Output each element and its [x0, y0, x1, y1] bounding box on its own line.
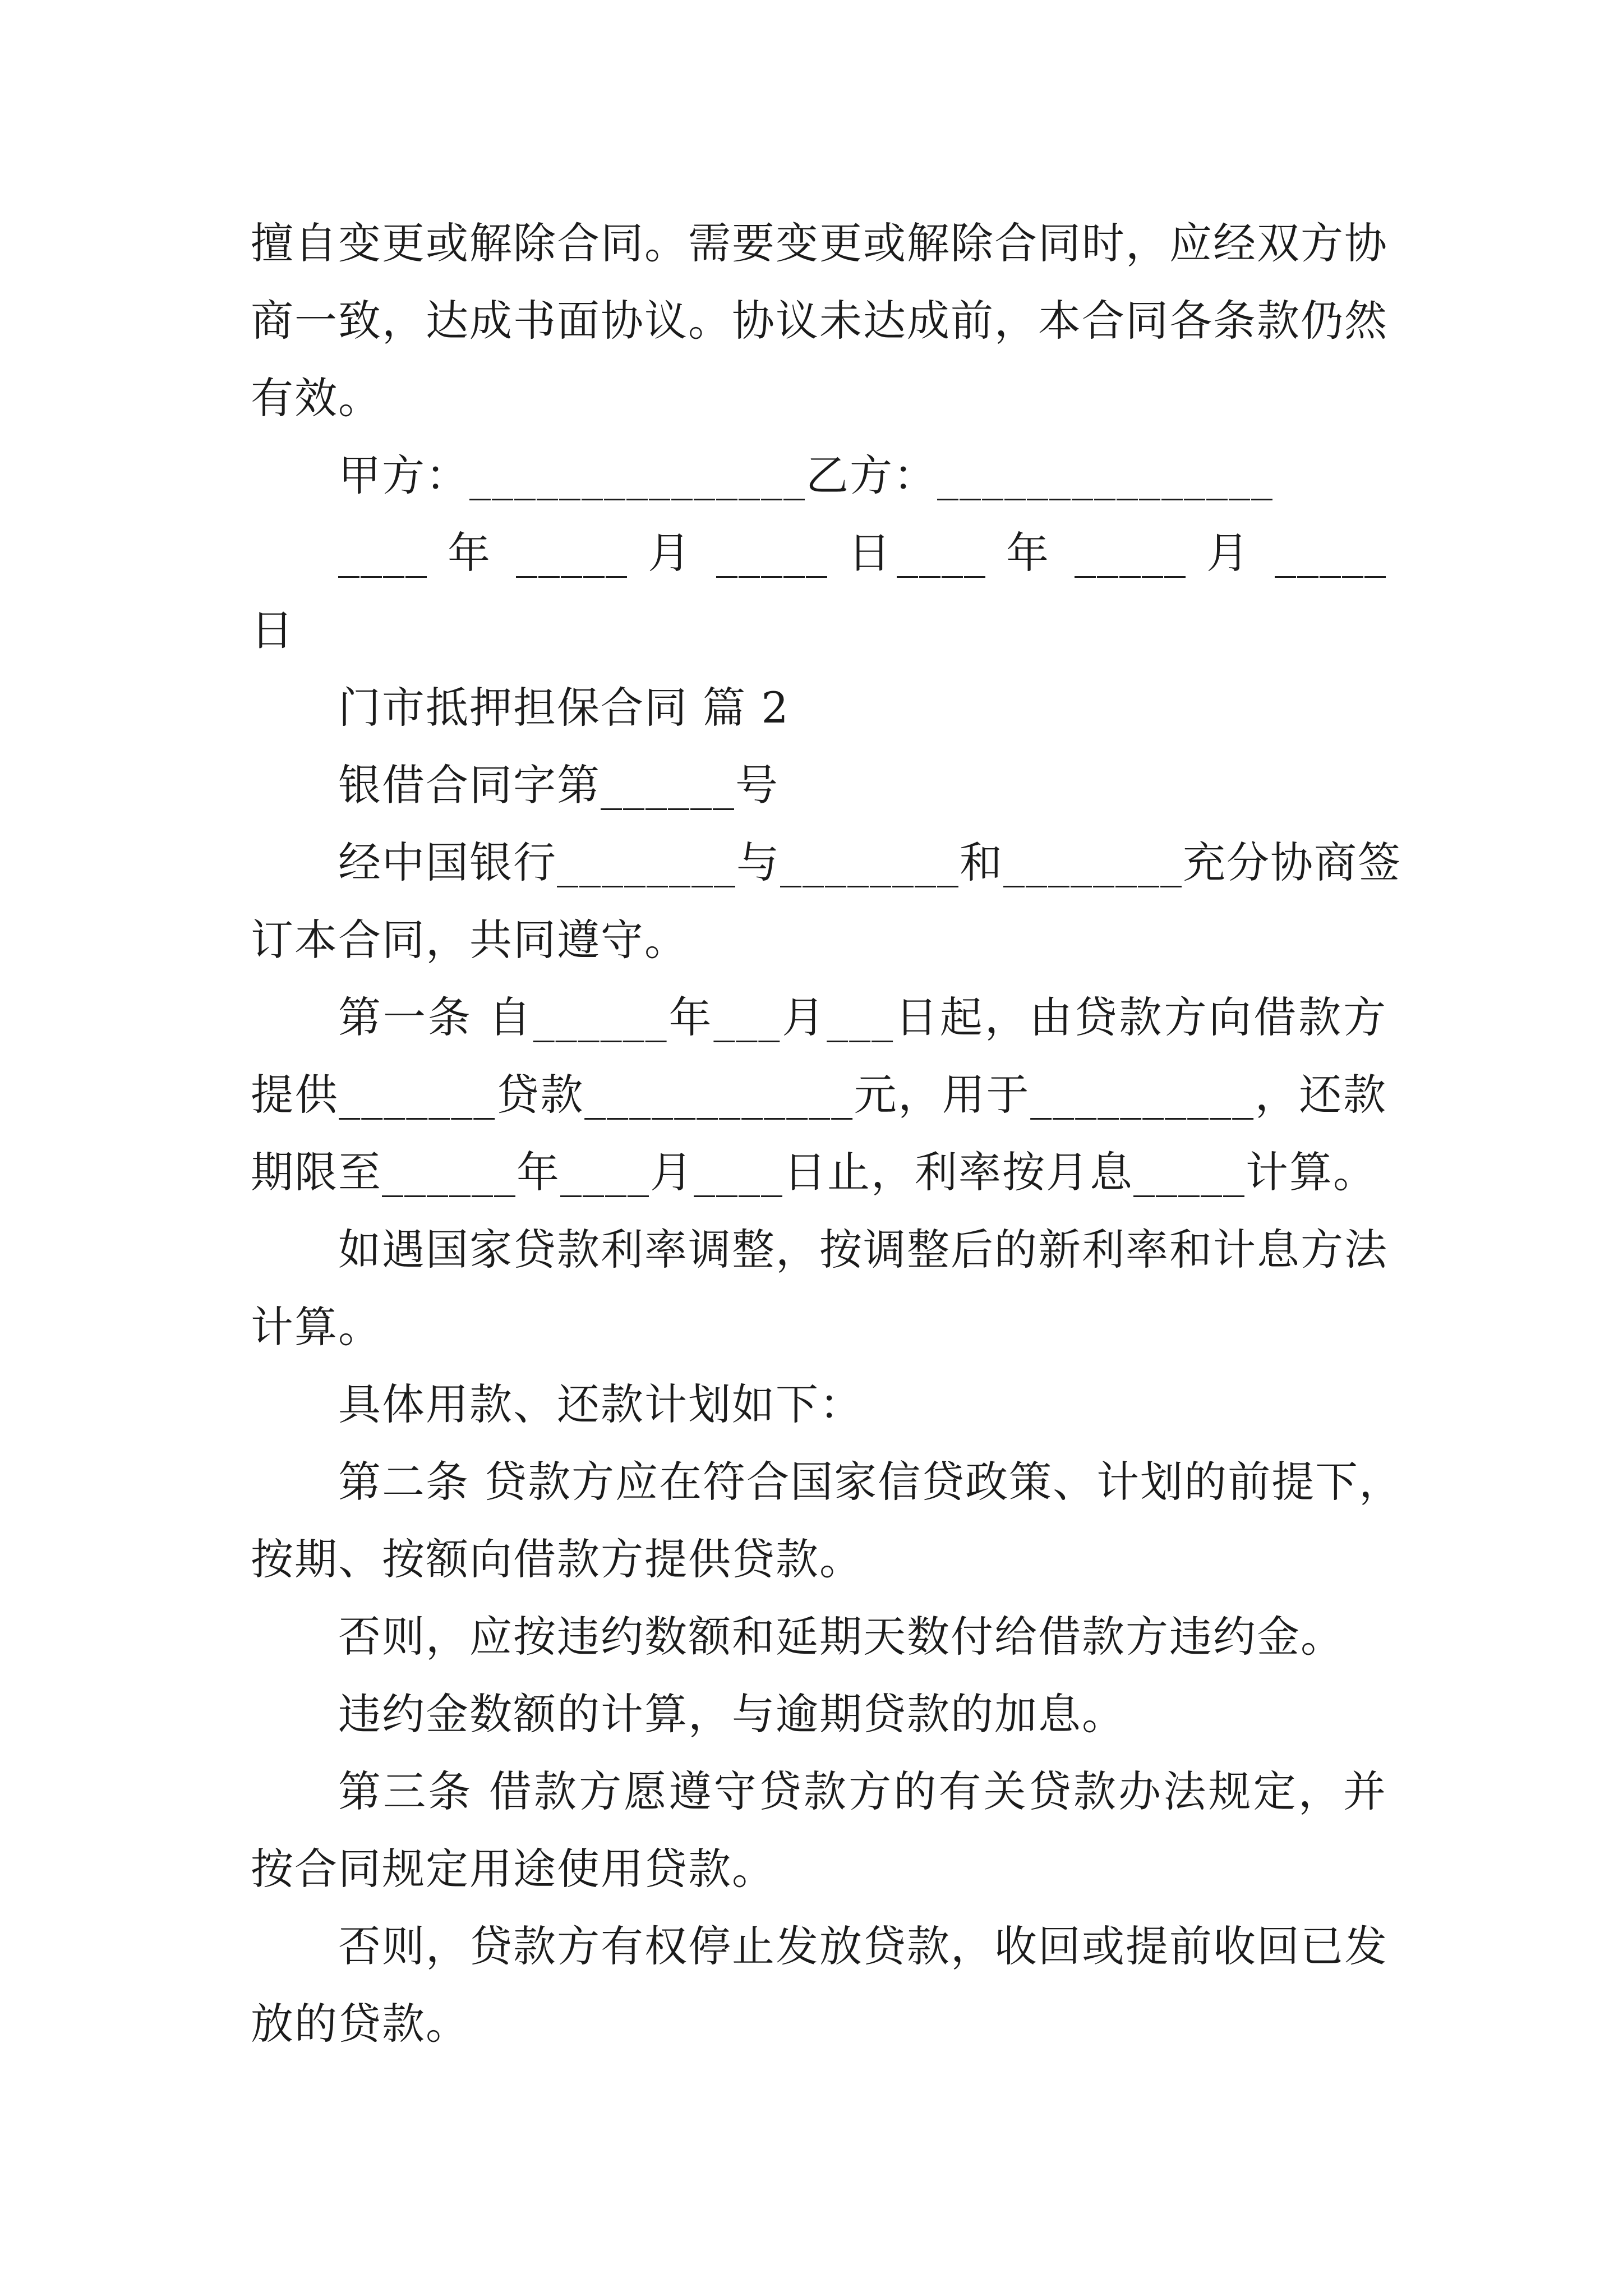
text-line: 经中国银行________与________和________充分协商签 — [338, 838, 1401, 887]
text-line: ____ 年 _____ 月 _____ 日____ 年 _____ 月 _____ — [338, 528, 1387, 578]
text-line: 如遇国家贷款利率调整，按调整后的新利率和计息方法 — [338, 1225, 1388, 1274]
text-line: 有效。 — [251, 373, 382, 423]
paragraph — [251, 1598, 1387, 1676]
paragraph — [251, 1676, 1387, 1753]
paragraph — [251, 824, 1401, 979]
text-line: 按合同规定用途使用贷款。 — [251, 1844, 776, 1894]
paragraph — [251, 1908, 1387, 2063]
paragraph — [251, 205, 1387, 437]
text-line: 违约金数额的计算，与逾期贷款的加息。 — [338, 1689, 1126, 1739]
text-line: 否则，贷款方有权停止发放贷款，收回或提前收回已发 — [338, 1921, 1388, 1971]
text-line: 订本合同，共同遵守。 — [251, 915, 688, 965]
paragraph — [251, 437, 1387, 514]
text-line: 门市抵押担保合同 篇 2 — [338, 683, 790, 733]
text-line: 日 — [251, 605, 294, 655]
text-line: 计算。 — [251, 1302, 382, 1352]
text-line: 商一致，达成书面协议。协议未达成前，本合同各条款仍然 — [251, 296, 1388, 346]
text-line: 否则，应按违约数额和延期天数付给借款方违约金。 — [338, 1612, 1344, 1662]
paragraph — [251, 1211, 1387, 1366]
text-line: 提供_______贷款____________元，用于__________，还款 — [251, 1070, 1387, 1120]
paragraph — [251, 1443, 1403, 1598]
text-line: 放的贷款。 — [251, 1999, 469, 2049]
text-line: 期限至______年____月____日止，利率按月息_____计算。 — [251, 1147, 1377, 1197]
text-line: 第二条 贷款方应在符合国家信贷政策、计划的前提下， — [338, 1457, 1403, 1507]
paragraph — [251, 514, 1387, 669]
document-body — [251, 205, 1403, 2063]
text-line: 具体用款、还款计划如下： — [338, 1379, 863, 1429]
text-line: 第三条 借款方愿遵守贷款方的有关贷款办法规定，并 — [338, 1766, 1387, 1816]
paragraph — [251, 669, 1387, 747]
text-line: 擅自变更或解除合同。需要变更或解除合同时，应经双方协 — [251, 218, 1388, 268]
text-line: 按期、按额向借款方提供贷款。 — [251, 1534, 863, 1584]
paragraph — [251, 1753, 1387, 1908]
paragraph — [251, 747, 1387, 824]
text-line: 第一条 自______年___月___日起，由贷款方向借款方 — [338, 992, 1387, 1042]
paragraph — [251, 979, 1387, 1211]
text-line: 甲方：_______________乙方：_______________ — [338, 450, 1274, 500]
paragraph — [251, 1366, 1387, 1443]
text-line: 银借合同字第______号 — [338, 760, 779, 810]
